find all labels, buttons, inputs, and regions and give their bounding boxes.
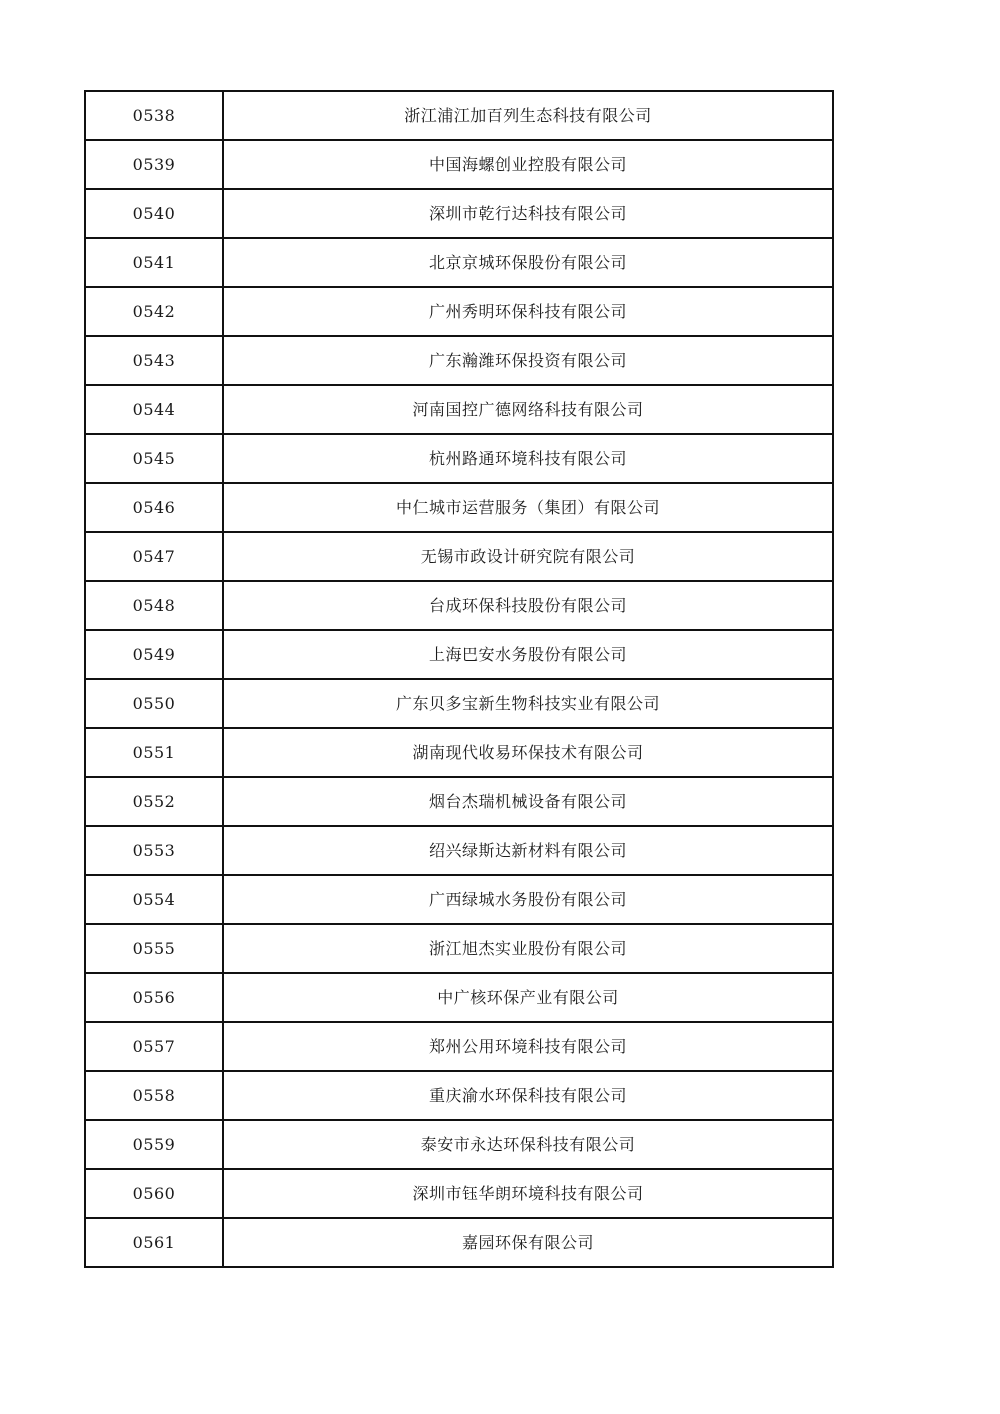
row-number: 0561: [85, 1218, 223, 1267]
company-name: 广州秀明环保科技有限公司: [223, 287, 833, 336]
company-name: 河南国控广德网络科技有限公司: [223, 385, 833, 434]
row-number: 0538: [85, 91, 223, 140]
company-name: 重庆渝水环保科技有限公司: [223, 1071, 833, 1120]
row-number: 0541: [85, 238, 223, 287]
company-name: 中广核环保产业有限公司: [223, 973, 833, 1022]
row-number: 0544: [85, 385, 223, 434]
table-row: [85, 336, 833, 385]
company-name: 杭州路通环境科技有限公司: [223, 434, 833, 483]
company-name: 郑州公用环境科技有限公司: [223, 1022, 833, 1071]
table-row: [85, 973, 833, 1022]
table-row: [85, 875, 833, 924]
company-name: 广东瀚潍环保投资有限公司: [223, 336, 833, 385]
table-row: [85, 238, 833, 287]
company-name: 广东贝多宝新生物科技实业有限公司: [223, 679, 833, 728]
company-name: 深圳市钰华朗环境科技有限公司: [223, 1169, 833, 1218]
row-number: 0559: [85, 1120, 223, 1169]
table-row: [85, 728, 833, 777]
table-row: [85, 1071, 833, 1120]
row-number: 0557: [85, 1022, 223, 1071]
company-name: 浙江浦江加百列生态科技有限公司: [223, 91, 833, 140]
company-name: 北京京城环保股份有限公司: [223, 238, 833, 287]
company-name: 中国海螺创业控股有限公司: [223, 140, 833, 189]
company-name: 无锡市政设计研究院有限公司: [223, 532, 833, 581]
row-number: 0555: [85, 924, 223, 973]
table-row: [85, 532, 833, 581]
table-row: [85, 287, 833, 336]
table-row: [85, 385, 833, 434]
table-row: [85, 434, 833, 483]
company-name: 深圳市乾行达科技有限公司: [223, 189, 833, 238]
table-row: [85, 826, 833, 875]
row-number: 0560: [85, 1169, 223, 1218]
company-name: 浙江旭杰实业股份有限公司: [223, 924, 833, 973]
company-name: 中仁城市运营服务（集团）有限公司: [223, 483, 833, 532]
company-name: 嘉园环保有限公司: [223, 1218, 833, 1267]
row-number: 0553: [85, 826, 223, 875]
table-row: [85, 1218, 833, 1267]
table-row: [85, 140, 833, 189]
company-name: 上海巴安水务股份有限公司: [223, 630, 833, 679]
table-row: [85, 91, 833, 140]
company-table-body: [85, 91, 833, 1267]
company-name: 湖南现代收易环保技术有限公司: [223, 728, 833, 777]
table-row: [85, 924, 833, 973]
table-row: [85, 1169, 833, 1218]
row-number: 0550: [85, 679, 223, 728]
table-row: [85, 189, 833, 238]
table-row: [85, 630, 833, 679]
row-number: 0556: [85, 973, 223, 1022]
row-number: 0543: [85, 336, 223, 385]
company-table: [84, 90, 834, 1268]
row-number: 0551: [85, 728, 223, 777]
company-name: 烟台杰瑞机械设备有限公司: [223, 777, 833, 826]
row-number: 0558: [85, 1071, 223, 1120]
row-number: 0552: [85, 777, 223, 826]
table-row: [85, 679, 833, 728]
company-name: 泰安市永达环保科技有限公司: [223, 1120, 833, 1169]
table-row: [85, 1120, 833, 1169]
row-number: 0540: [85, 189, 223, 238]
table-row: [85, 483, 833, 532]
company-name: 广西绿城水务股份有限公司: [223, 875, 833, 924]
table-row: [85, 581, 833, 630]
row-number: 0554: [85, 875, 223, 924]
row-number: 0546: [85, 483, 223, 532]
row-number: 0539: [85, 140, 223, 189]
row-number: 0547: [85, 532, 223, 581]
company-name: 绍兴绿斯达新材料有限公司: [223, 826, 833, 875]
row-number: 0545: [85, 434, 223, 483]
row-number: 0549: [85, 630, 223, 679]
row-number: 0542: [85, 287, 223, 336]
table-row: [85, 1022, 833, 1071]
table-row: [85, 777, 833, 826]
row-number: 0548: [85, 581, 223, 630]
company-name: 台成环保科技股份有限公司: [223, 581, 833, 630]
